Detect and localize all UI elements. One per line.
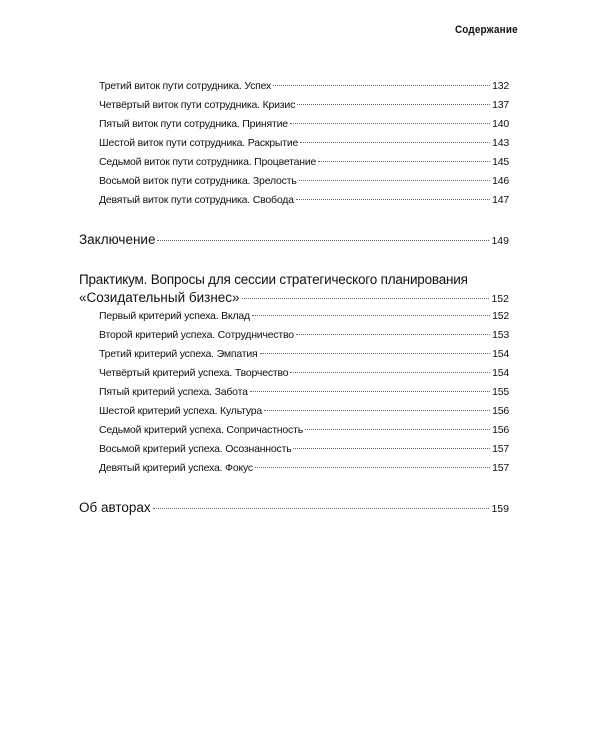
toc-entry-title: Заключение bbox=[79, 232, 156, 247]
dot-leader bbox=[318, 161, 490, 162]
toc-entry[interactable] bbox=[99, 118, 509, 134]
toc-entry-page: 152 bbox=[492, 310, 509, 322]
toc-entry-title: Третий виток пути сотрудника. Успех bbox=[99, 80, 272, 92]
toc-entry-title: Первый критерий успеха. Вклад bbox=[99, 310, 250, 322]
dot-leader bbox=[299, 180, 490, 181]
toc-entry[interactable] bbox=[99, 175, 509, 191]
toc-entry[interactable] bbox=[99, 386, 509, 402]
toc-entry-title: Девятый виток пути сотрудника. Свобода bbox=[99, 194, 294, 206]
toc-entry-title: Восьмой критерий успеха. Осознанность bbox=[99, 443, 292, 455]
toc-entry[interactable] bbox=[99, 367, 509, 383]
toc-entry-title: Восьмой виток пути сотрудника. Зрелость bbox=[99, 175, 297, 187]
toc-entry-page: 147 bbox=[492, 194, 509, 206]
dot-leader bbox=[264, 410, 490, 411]
toc-entry[interactable] bbox=[99, 405, 509, 421]
dot-leader bbox=[250, 391, 490, 392]
toc-entry[interactable] bbox=[99, 462, 509, 478]
dot-leader bbox=[252, 315, 490, 316]
toc-entry[interactable] bbox=[99, 80, 509, 96]
toc-entry-page: 157 bbox=[492, 462, 509, 474]
dot-leader bbox=[157, 240, 489, 241]
dot-leader bbox=[296, 199, 490, 200]
toc-entry-title: Шестой критерий успеха. Культура bbox=[99, 405, 263, 417]
toc-entry-title: Об авторах bbox=[79, 500, 151, 515]
dot-leader bbox=[297, 104, 490, 105]
dot-leader bbox=[296, 334, 490, 335]
toc-entry-title: Седьмой критерий успеха. Сопричастность bbox=[99, 424, 303, 436]
toc-entry-about-authors[interactable] bbox=[79, 500, 509, 518]
toc-entry-page: 137 bbox=[492, 99, 509, 111]
toc-entry[interactable] bbox=[99, 156, 509, 172]
toc-entry-page: 149 bbox=[491, 235, 509, 247]
toc-entry[interactable] bbox=[99, 424, 509, 440]
toc-entry-page: 145 bbox=[492, 156, 509, 168]
toc-entry-title: Седьмой виток пути сотрудника. Процветание bbox=[99, 156, 317, 168]
dot-leader bbox=[242, 298, 490, 299]
toc-entry[interactable] bbox=[99, 348, 509, 364]
running-head: Содержание bbox=[455, 24, 518, 36]
toc-entry-page: 157 bbox=[492, 443, 509, 455]
toc-entry-title: Девятый критерий успеха. Фокус bbox=[99, 462, 253, 474]
dot-leader bbox=[273, 85, 490, 86]
toc-entry[interactable] bbox=[99, 137, 509, 153]
toc-entry-page: 152 bbox=[491, 293, 509, 305]
toc-entry-page: 146 bbox=[492, 175, 509, 187]
toc-entry-title: Третий критерий успеха. Эмпатия bbox=[99, 348, 258, 360]
toc-entry-page: 154 bbox=[492, 348, 509, 360]
toc-entry[interactable] bbox=[99, 99, 509, 115]
toc-entry-title: «Созидательный бизнес» bbox=[79, 290, 240, 305]
dot-leader bbox=[255, 467, 490, 468]
toc-entry-title: Второй критерий успеха. Сотрудничество bbox=[99, 329, 294, 341]
toc-entry[interactable] bbox=[99, 310, 509, 326]
toc-entry-page: 143 bbox=[492, 137, 509, 149]
toc-entry-title: Четвёртый виток пути сотрудника. Кризис bbox=[99, 99, 296, 111]
dot-leader bbox=[153, 508, 490, 509]
toc-entry-page: 154 bbox=[492, 367, 509, 379]
toc-entry[interactable] bbox=[99, 443, 509, 459]
toc-entry[interactable] bbox=[99, 194, 509, 210]
toc-entry-page: 140 bbox=[492, 118, 509, 130]
dot-leader bbox=[293, 448, 490, 449]
toc-entry-title: Четвёртый критерий успеха. Творчество bbox=[99, 367, 289, 379]
toc-entry-title: Пятый критерий успеха. Забота bbox=[99, 386, 248, 398]
toc-entry-page: 132 bbox=[492, 80, 509, 92]
toc-entry-title: Шестой виток пути сотрудника. Раскрытие bbox=[99, 137, 299, 149]
dot-leader bbox=[300, 142, 490, 143]
dot-leader bbox=[260, 353, 491, 354]
dot-leader bbox=[290, 123, 490, 124]
toc-entry-practicum[interactable] bbox=[79, 290, 509, 308]
dot-leader bbox=[290, 372, 490, 373]
toc-entry-page: 159 bbox=[491, 503, 509, 515]
toc-entry-page: 155 bbox=[492, 386, 509, 398]
toc-entry-title: Пятый виток пути сотрудника. Принятие bbox=[99, 118, 288, 130]
toc-entry-conclusion[interactable] bbox=[79, 232, 509, 250]
toc-entry-page: 156 bbox=[492, 405, 509, 417]
toc-section-title-practicum[interactable]: Практикум. Вопросы для сессии стратегического планирования bbox=[79, 272, 468, 287]
toc-entry-page: 156 bbox=[492, 424, 509, 436]
toc-entry-page: 153 bbox=[492, 329, 509, 341]
toc-entry[interactable] bbox=[99, 329, 509, 345]
dot-leader bbox=[305, 429, 490, 430]
